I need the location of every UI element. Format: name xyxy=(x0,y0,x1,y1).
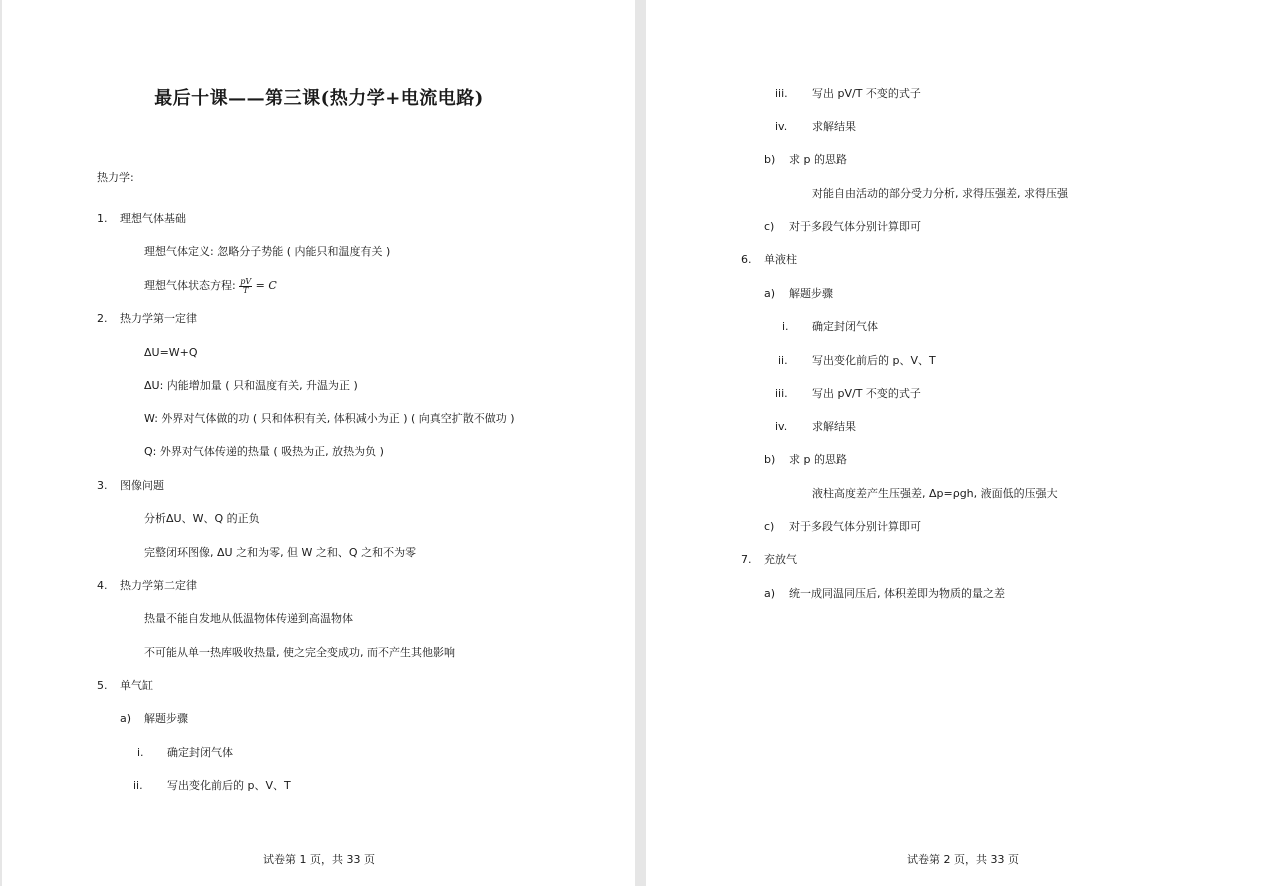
sublist-item: 统一成同温同压后, 体积差即为物质的量之差 xyxy=(789,587,1005,600)
formula-label: 理想气体状态方程: xyxy=(144,279,236,292)
sublist-letter: b) xyxy=(764,153,776,166)
paragraph: 热量不能自发地从低温物体传递到高温物体 xyxy=(144,612,353,625)
paragraph: ΔU: 内能增加量 ( 只和温度有关, 升温为正 ) xyxy=(144,379,358,392)
sublist-letter: a) xyxy=(764,287,776,300)
list-number: 2. xyxy=(97,312,108,325)
paragraph: 对能自由活动的部分受力分析, 求得压强差, 求得压强 xyxy=(812,187,1068,200)
paragraph-formula xyxy=(144,276,277,296)
paragraph: 不可能从单一热库吸收热量, 使之完全变成功, 而不产生其他影响 xyxy=(144,646,455,659)
paragraph: 液柱高度差产生压强差, Δp=ρgh, 液面低的压强大 xyxy=(812,487,1058,500)
roman-numeral: i. xyxy=(782,320,789,333)
roman-numeral: iv. xyxy=(775,120,788,133)
list-item-heading: 热力学第二定律 xyxy=(120,579,197,592)
sublist-item: 对于多段气体分别计算即可 xyxy=(789,220,921,233)
paragraph: W: 外界对气体做的功 ( 只和体积有关, 体积减小为正 ) ( 向真空扩散不做功 ) xyxy=(144,412,515,425)
list-number: 3. xyxy=(97,479,108,492)
roman-numeral: ii. xyxy=(133,779,143,792)
roman-numeral: iii. xyxy=(775,87,788,100)
list-item-heading: 理想气体基础 xyxy=(120,212,186,225)
paragraph: 分析ΔU、W、Q 的正负 xyxy=(144,512,260,525)
paragraph: 完整闭环图像, ΔU 之和为零, 但 W 之和、Q 之和不为零 xyxy=(144,546,417,559)
sublist-item: 写出 pV/T 不变的式子 xyxy=(812,87,921,100)
list-item-heading: 单气缸 xyxy=(120,679,153,692)
sublist-letter: a) xyxy=(764,587,776,600)
page-footer: 试卷第 2 页，共 33 页 xyxy=(907,853,1019,866)
list-item-heading: 单液柱 xyxy=(764,253,797,266)
list-item-heading: 图像问题 xyxy=(120,479,164,492)
roman-numeral: i. xyxy=(137,746,144,759)
page-footer: 试卷第 1 页，共 33 页 xyxy=(263,853,375,866)
list-item-heading: 热力学第一定律 xyxy=(120,312,197,325)
sublist-letter: c) xyxy=(764,220,775,233)
paragraph: Q: 外界对气体传递的热量 ( 吸热为正, 放热为负 ) xyxy=(144,445,384,458)
paragraph: ΔU=W+Q xyxy=(144,346,198,359)
sublist-item: 写出 pV/T 不变的式子 xyxy=(812,387,921,400)
sublist-item: 解题步骤 xyxy=(144,712,188,725)
sublist-letter: b) xyxy=(764,453,776,466)
roman-numeral: iii. xyxy=(775,387,788,400)
sublist-item: 解题步骤 xyxy=(789,287,833,300)
sublist-item: 确定封闭气体 xyxy=(167,746,233,759)
formula-fraction xyxy=(239,278,252,295)
sublist-item: 确定封闭气体 xyxy=(812,320,878,333)
sublist-item: 求解结果 xyxy=(812,120,856,133)
paragraph: 理想气体定义: 忽略分子势能 ( 内能只和温度有关 ) xyxy=(144,245,391,258)
sublist-item: 求 p 的思路 xyxy=(789,153,847,166)
sublist-letter: c) xyxy=(764,520,775,533)
sublist-item: 对于多段气体分别计算即可 xyxy=(789,520,921,533)
sublist-item: 求解结果 xyxy=(812,420,856,433)
document-page-1 xyxy=(2,0,635,886)
list-number: 6. xyxy=(741,253,752,266)
formula-denominator: T xyxy=(243,285,249,295)
list-number: 7. xyxy=(741,553,752,566)
document-page-2 xyxy=(646,0,1280,886)
list-number: 5. xyxy=(97,679,108,692)
sublist-letter: a) xyxy=(120,712,132,725)
sublist-item: 写出变化前后的 p、V、T xyxy=(812,354,936,367)
list-item-heading: 充放气 xyxy=(764,553,797,566)
list-number: 4. xyxy=(97,579,108,592)
section-heading: 热力学: xyxy=(97,171,134,184)
roman-numeral: ii. xyxy=(778,354,788,367)
formula-numerator: pV xyxy=(240,276,252,286)
sublist-item: 求 p 的思路 xyxy=(789,453,847,466)
formula-rhs: = C xyxy=(255,279,277,292)
document-title: 最后十课——第三课(热力学+电流电路) xyxy=(154,88,484,109)
list-number: 1. xyxy=(97,212,108,225)
sublist-item: 写出变化前后的 p、V、T xyxy=(167,779,291,792)
roman-numeral: iv. xyxy=(775,420,788,433)
